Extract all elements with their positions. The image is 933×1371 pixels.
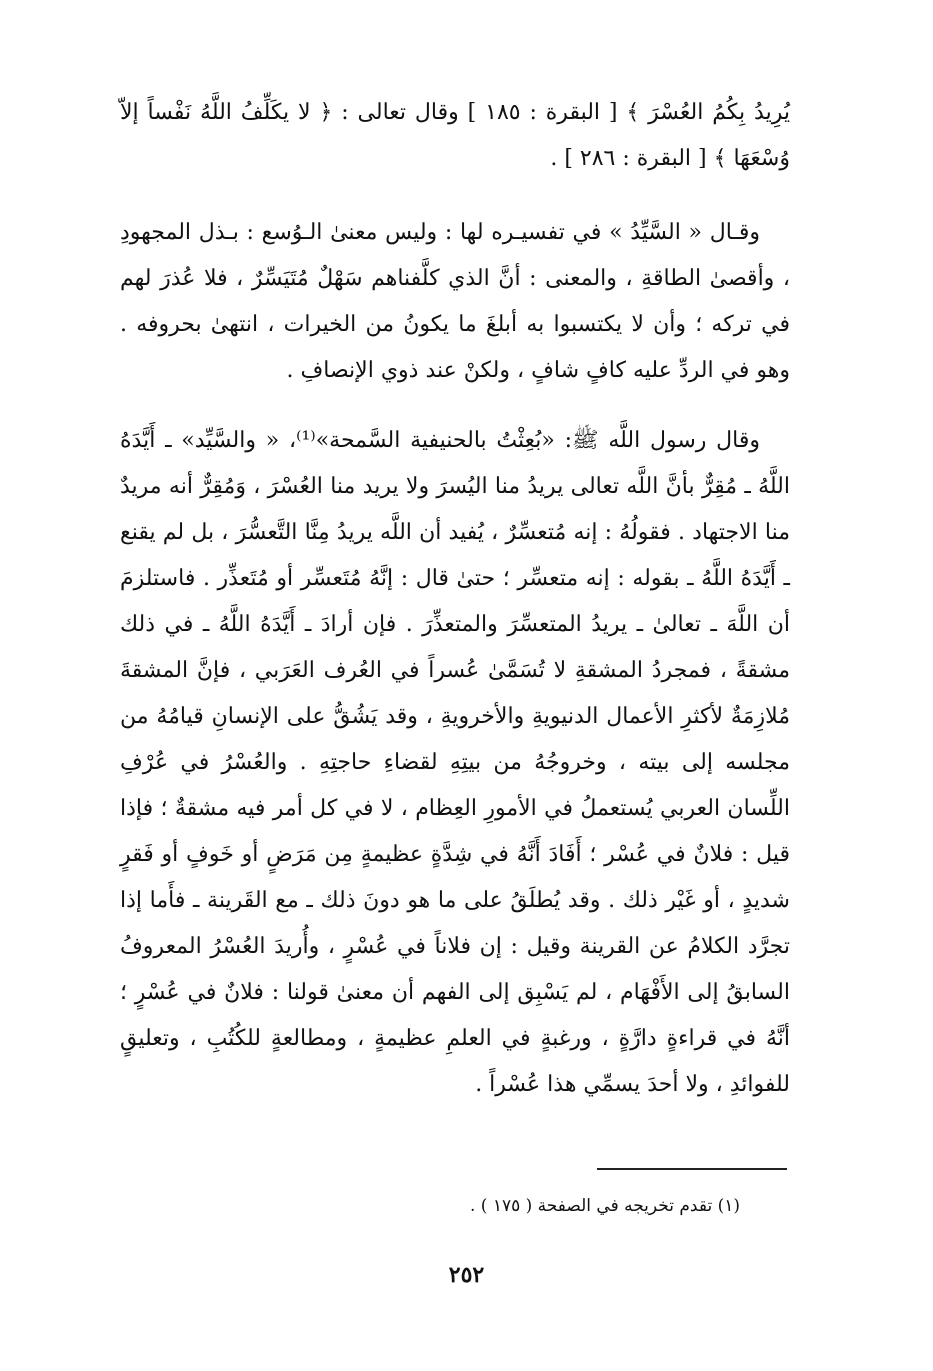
paragraph-sayyid-tafsir (120, 210, 790, 394)
footnote: (١) تقدم تخريجه في الصفحة ( ١٧٥ ) . (469, 1196, 740, 1216)
quran-verse-continuation (120, 90, 790, 182)
paragraph-hanifiyya (120, 418, 790, 1108)
page-number: ٢٥٢ (448, 1262, 485, 1288)
paragraph-text: وقـال « السَّيِّدُ » في تفسيـره لها : وليس معنىٰ الـوُسع : بـذل المجهودِ ، وأقصىٰ الطاقةِ ، والمعنى : أنَّ الذي كلَّفناهم سَهْلٌ مُتَيَسِّرٌ ، فلا عُذرَ لهم في تركه ؛ وأن لا يكتسبوا به أبلغَ ما يكونُ من الخيرات ، انتهىٰ بحروفه . وهو في الردِّ عليه كافٍ شافٍ ، ولكنْ عند ذوي الإنصافِ . (120, 220, 790, 383)
footnote-divider (597, 1168, 787, 1170)
paragraph-text: وقال رسول اللَّه ﷺ: «بُعِثْتُ بالحنيفية السَّمحة»⁽¹⁾، « والسَّيِّد» ـ أَيَّدَهُ اللَّهُ ـ مُقِرٌّ بأنَّ اللَّه تعالى يريدُ منا اليُسرَ ولا يريد منا العُسْرَ ، وَمُقِرٌّ أنه مريدٌ منا الاجتهاد . فقولُهُ : إنه مُتعسِّرٌ ، يُفيد أن اللَّه يريدُ مِنَّا التَّعسُّرَ ، بل لم يقنع ـ أَيَّدَهُ اللَّهُ ـ بقوله : إنه متعسِّر ؛ حتىٰ قال : إنَّهُ مُتَعسِّر أو مُتَعذِّر . فاستلزمَ أن اللَّهَ ـ تعالىٰ ـ يريدُ المتعسِّرَ والمتعذِّرَ . فإن أرادَ ـ أَيَّدَهُ اللَّهُ ـ في ذلك مشقةً ، فمجردُ المشقةِ لا تُسَمَّىٰ عُسراً في العُرف العَرَبي ، فإنَّ المشقةَ مُلازِمَةٌ لأكثرِ الأعمال الدنيويةِ والأخرويةِ ، وقد يَشُقُّ على الإنسانِ قيامُهُ من مجلسه إلى بيته ، وخروجُهُ من بيتِهِ لقضاءِ حاجتِهِ . والعُسْرُ في عُرْفِ اللِّسان العربي يُستعملُ في الأمورِ العِظام ، لا في كل أمر فيه مشقةٌ ؛ فإذا قيل : فلانٌ في عُسْر ؛ أَفَادَ أَنَّهُ في شِدَّةٍ عظيمةٍ مِن مَرَضٍ أو خَوفٍ أو فَقرٍ شديدٍ ، أو غَيْر ذلك . وقد يُطلَقُ على ما هو دونَ ذلك ـ مع القَرينة ـ فأَما إذا تجرَّد الكلامُ عن القرينة وقيل : إن فلاناً في عُسْرٍ ، وأُريدَ العُسْرُ المعروفُ السابقُ إلى الأَفْهَام ، لم يَسْبِق إلى الفهم أن معنىٰ قولنا : فلانٌ في عُسْرٍ ؛ أنَّهُ في قراءةٍ دارَّةٍ ، ورغبةٍ في العلمِ عظيمةٍ ، ومطالعةٍ للكُتُبِ ، وتعليقٍ للفوائدِ ، ولا أحدَ يسمِّي هذا عُسْراً . (120, 428, 790, 1097)
verse-text: يُرِيدُ بِكُمُ العُسْرَ ﴾ [ البقرة : ١٨٥ ] وقال تعالى : ﴿ لا يكَلِّفُ اللَّهُ نَفْساً إلاّ وُسْعَهَا ﴾ [ البقرة : ٢٨٦ ] . (120, 100, 790, 171)
